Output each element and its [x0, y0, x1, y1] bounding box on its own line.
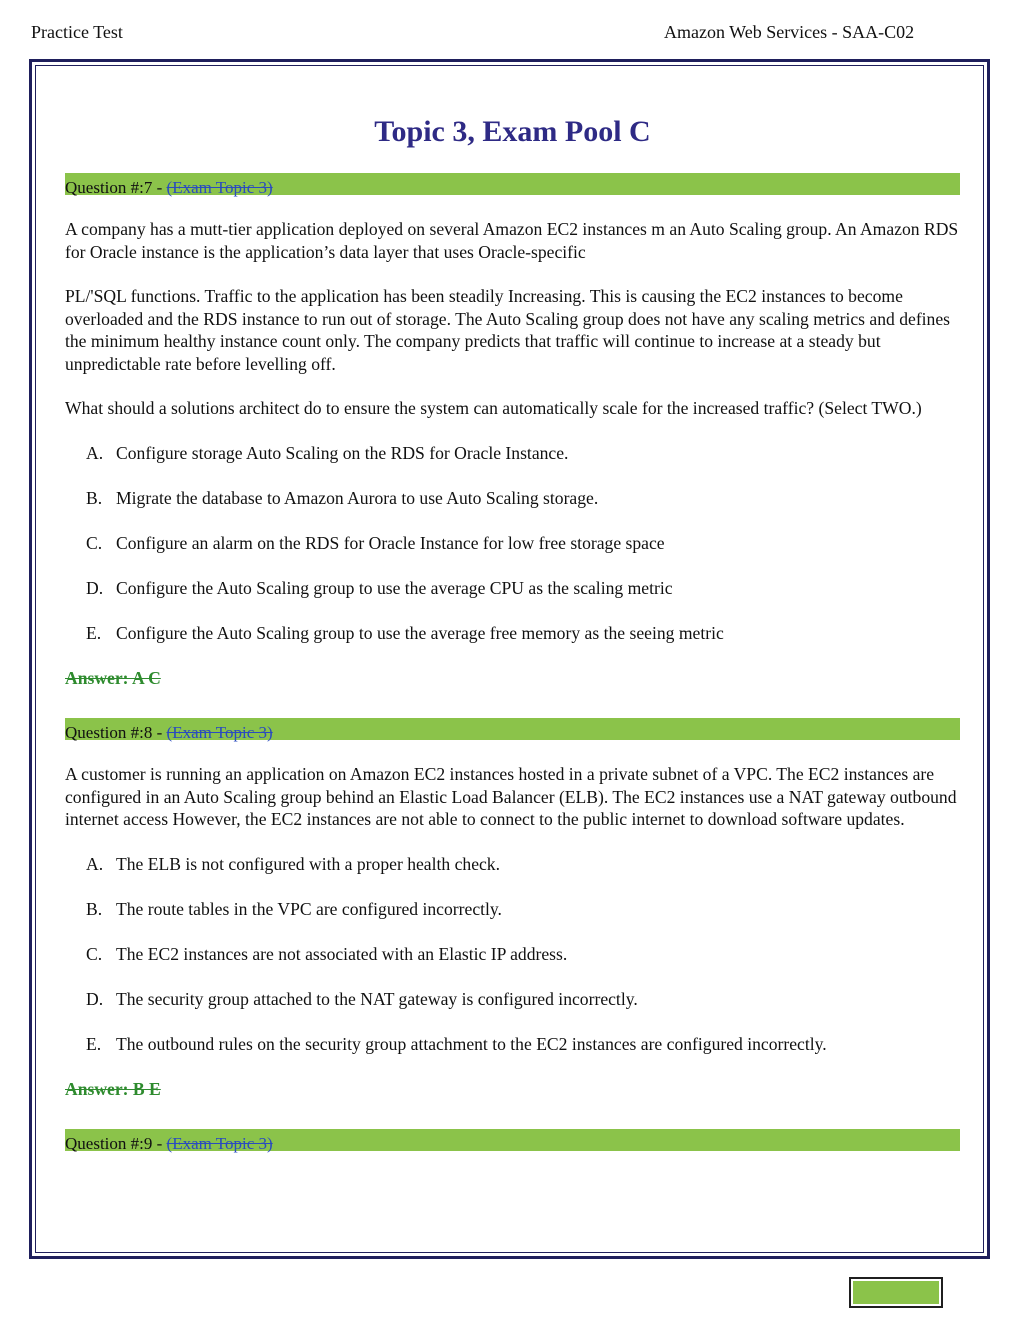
option-letter: E. [86, 622, 102, 643]
option-text: The outbound rules on the security group attachment to the EC2 instances are configured incorrectly. [116, 1033, 827, 1054]
option-text: The route tables in the VPC are configured incorrectly. [116, 898, 502, 919]
option-letter: D. [86, 988, 104, 1009]
option-letter: E. [86, 1033, 102, 1054]
option-letter: A. [86, 442, 104, 463]
question-label: Question #:9 - [65, 1134, 167, 1153]
answer-option [65, 532, 960, 555]
answer-text: Answer: B E [65, 1079, 161, 1099]
answer-option [65, 442, 960, 465]
topic-title: Topic 3, Exam Pool C [374, 115, 651, 148]
answer-option [65, 487, 960, 510]
answer-option [65, 577, 960, 600]
option-text: The EC2 instances are not associated with an Elastic IP address. [116, 943, 568, 964]
option-letter: C. [86, 532, 103, 553]
question-header-bar [65, 173, 960, 195]
answer-option [65, 1033, 960, 1056]
exam-topic-link[interactable]: (Exam Topic 3) [166, 178, 273, 197]
question-header-bar [65, 718, 960, 740]
option-text: Configure the Auto Scaling group to use the average CPU as the scaling metric [116, 577, 673, 598]
option-letter: A. [86, 853, 104, 874]
answer-option [65, 943, 960, 966]
option-letter: B. [86, 898, 103, 919]
footer-badge-fill [853, 1281, 939, 1304]
answer-option [65, 898, 960, 921]
option-letter: C. [86, 943, 103, 964]
option-text: Configure storage Auto Scaling on the RDS for Oracle Instance. [116, 442, 569, 463]
question-label: Question #:8 - [65, 723, 167, 742]
question-label: Question #:7 - [65, 178, 167, 197]
question-header-bar [65, 1129, 960, 1151]
option-letter: B. [86, 487, 103, 508]
question-paragraph: PL/'SQL functions. Traffic to the application has been steadily Increasing. This is causing the EC2 instances to become overloaded and the RDS instance to run out of storage. The Auto Scaling group does not have any scaling metrics and defines the minimum healthy instance count only. The company predicts that traffic will continue to increase at a steady but unpredictable rate before levelling off. [65, 286, 951, 374]
option-text: The security group attached to the NAT gateway is configured incorrectly. [116, 988, 638, 1009]
question-paragraph: What should a solutions architect do to ensure the system can automatically scale for the increased traffic? (Select TWO.) [65, 398, 922, 418]
exam-topic-link[interactable]: (Exam Topic 3) [166, 723, 273, 742]
option-text: Configure the Auto Scaling group to use the average free memory as the seeing metric [116, 622, 724, 643]
answer-option [65, 853, 960, 876]
option-text: The ELB is not configured with a proper health check. [116, 853, 501, 874]
question-paragraph: A customer is running an application on Amazon EC2 instances hosted in a private subnet of a VPC. The EC2 instances are configured in an Auto Scaling group behind an Elastic Load Balancer (ELB). The EC2 instances use a NAT gateway outbound internet access However, the EC2 instances are not able to connect to the public internet to download software updates. [65, 764, 957, 829]
answer-option [65, 622, 960, 645]
exam-topic-link[interactable]: (Exam Topic 3) [166, 1134, 273, 1153]
header-left-text: Practice Test [31, 22, 123, 42]
footer-badge [849, 1277, 943, 1308]
option-letter: D. [86, 577, 104, 598]
option-text: Migrate the database to Amazon Aurora to use Auto Scaling storage. [116, 487, 599, 508]
answer-text: Answer: A C [65, 668, 161, 688]
answer-option [65, 988, 960, 1011]
option-text: Configure an alarm on the RDS for Oracle Instance for low free storage space [116, 532, 665, 553]
header-right-text: Amazon Web Services - SAA-C02 [664, 22, 915, 42]
question-paragraph: A company has a mutt-tier application deployed on several Amazon EC2 instances m an Auto Scaling group. An Amazon RDS for Oracle instance is the application’s data layer that uses Oracle-specific [65, 219, 959, 262]
page-content [65, 110, 960, 1151]
